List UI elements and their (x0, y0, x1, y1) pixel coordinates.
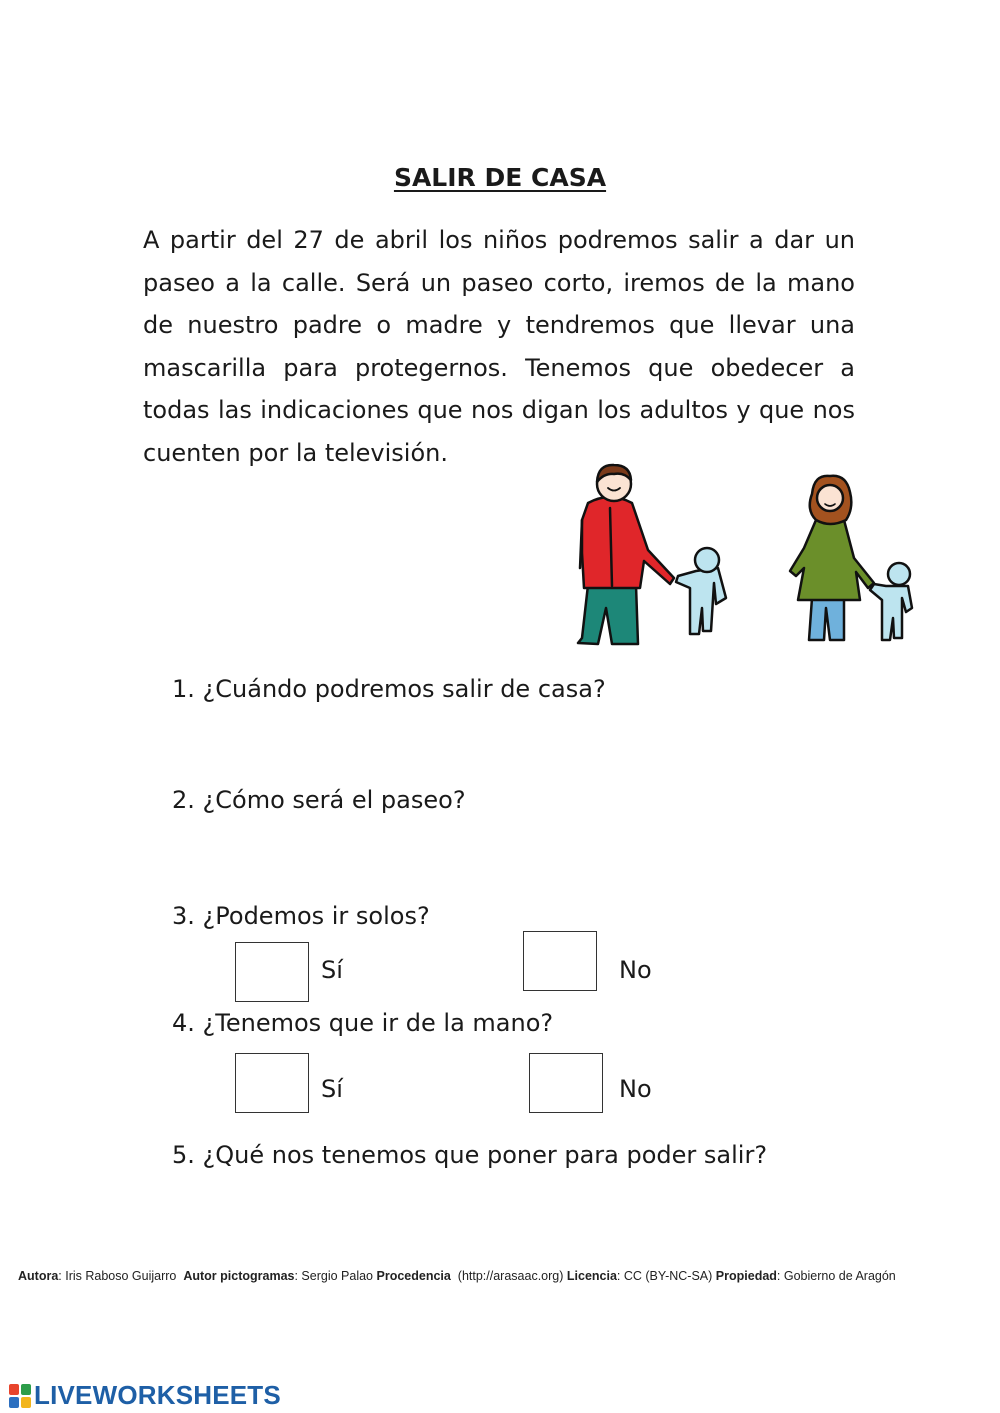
credit-owner: : Gobierno de Aragón (776, 1269, 896, 1283)
q3-yes-label: Sí (321, 956, 343, 984)
credits-line (18, 1269, 896, 1283)
q4-yes-checkbox[interactable] (235, 1053, 309, 1113)
q3-no-label: No (619, 956, 652, 984)
credit-source: (http://arasaac.org) (457, 1269, 564, 1283)
question-2: 2. ¿Cómo será el paseo? (172, 786, 466, 814)
credit-picto-label: Autor pictogramas (183, 1269, 295, 1283)
question-1: 1. ¿Cuándo podremos salir de casa? (172, 675, 606, 703)
credit-license-label: Licencia (566, 1269, 617, 1283)
worksheet-title: SALIR DE CASA (393, 163, 607, 192)
liveworksheets-brand[interactable] (8, 1380, 281, 1411)
credit-source-label: Procedencia (376, 1269, 451, 1283)
question-4: 4. ¿Tenemos que ir de la mano? (172, 1009, 554, 1037)
credit-license: : CC (BY-NC-SA) (616, 1269, 713, 1283)
q3-no-checkbox[interactable] (523, 931, 597, 991)
liveworksheets-logo-icon (8, 1383, 32, 1409)
q4-no-checkbox[interactable] (529, 1053, 603, 1113)
q4-yes-label: Sí (321, 1075, 343, 1103)
brand-name: LIVEWORKSHEETS (34, 1380, 281, 1410)
father-figure (578, 465, 674, 644)
child-figure-left (676, 548, 726, 634)
credit-author: : Iris Raboso Guijarro (58, 1269, 177, 1283)
family-walking-pictogram (568, 458, 918, 653)
credit-author-label: Autora (18, 1269, 59, 1283)
child-figure-right (870, 563, 912, 640)
credit-owner-label: Propiedad (715, 1269, 777, 1283)
q3-yes-checkbox[interactable] (235, 942, 309, 1002)
question-3: 3. ¿Podemos ir solos? (172, 902, 430, 930)
reading-paragraph: A partir del 27 de abril los niños podremos salir a dar un paseo a la calle. Será un paseo corto, iremos de la mano de nuestro padre o madre y tendremos que llevar una mascarilla para protegernos. Tenemos que obedecer a todas las indicaciones que nos digan los adultos y que nos cuenten por la televisión. (143, 226, 855, 467)
credit-picto: : Sergio Palao (294, 1269, 374, 1283)
q4-no-label: No (619, 1075, 652, 1103)
question-5: 5. ¿Qué nos tenemos que poner para poder salir? (172, 1141, 768, 1169)
mother-figure (790, 476, 874, 640)
